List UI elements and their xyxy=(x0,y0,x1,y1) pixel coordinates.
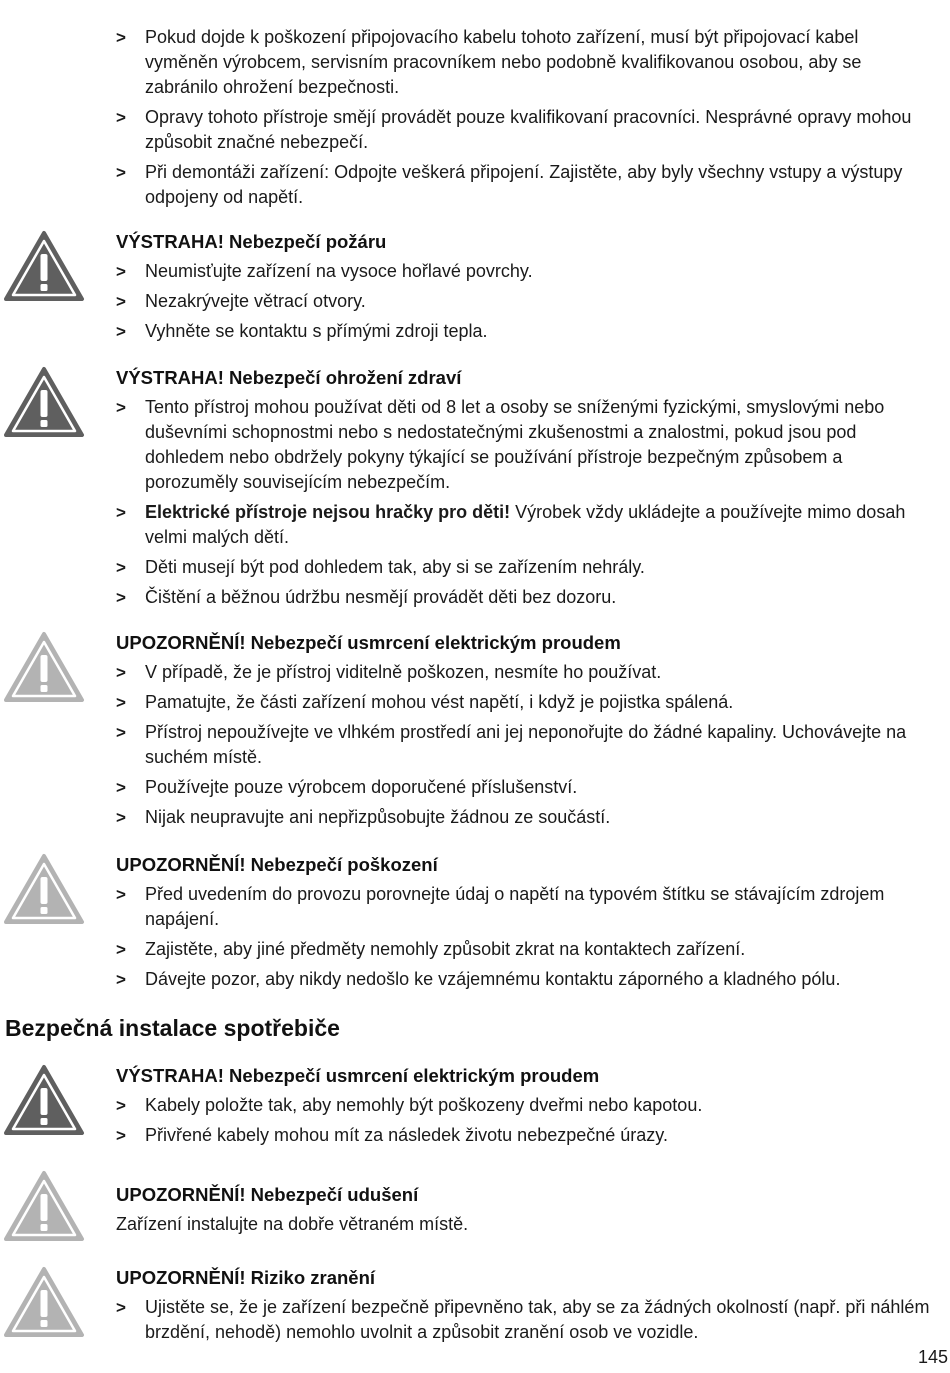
list-item xyxy=(116,500,936,550)
list-item: > Při demontáži zařízení: Odpojte veškerá připojení. Zajistěte, aby byly všechny vstupy a výstupy odpojeny od napětí. xyxy=(116,160,936,210)
list-item: > V případě, že je přístroj viditelně poškozen, nesmíte ho používat. xyxy=(116,660,936,685)
list-item: > Nijak neupravujte ani nepřizpůsobujte žádnou ze součástí. xyxy=(116,805,936,830)
emphasis-text: Elektrické přístroje nejsou hračky pro děti! xyxy=(145,502,511,522)
list-item: > Používejte pouze výrobcem doporučené příslušenství. xyxy=(116,775,936,800)
list-item: > Děti musejí být pod dohledem tak, aby si se zařízením nehrály. xyxy=(116,555,936,580)
list-item: > Pamatujte, že části zařízení mohou vést napětí, i když je pojistka spálená. xyxy=(116,690,936,715)
caution-injury-title: UPOZORNĚNÍ! Riziko zranění xyxy=(116,1267,376,1288)
list-item: > Dávejte pozor, aby nikdy nedošlo ke vzájemnému kontaktu záporného a kladného pólu. xyxy=(116,967,936,992)
list-item: > Zajistěte, aby jiné předměty nemohly způsobit zkrat na kontaktech zařízení. xyxy=(116,937,936,962)
caution-electric-title: UPOZORNĚNÍ! Nebezpečí usmrcení elektrickým proudem xyxy=(116,632,621,653)
list-item: > Tento přístroj mohou používat děti od 8 let a osoby se sníženými fyzickými, smyslovými nebo duševními schopnostmi nebo s nedostatečnými zkušenostmi a znalostmi, pokud jsou pod dohledem nebo obdržely pokyny týkající se používání přístroje bezpečným způsobem a porozuměly souvisejícím nebezpečím. xyxy=(116,395,936,495)
list-item: > Nezakrývejte větrací otvory. xyxy=(116,289,936,314)
list-item: > Kabely položte tak, aby nemohly být poškozeny dveřmi nebo kapotou. xyxy=(116,1093,936,1118)
list-item: > Přivřené kabely mohou mít za následek životu nebezpečné úrazy. xyxy=(116,1123,936,1148)
warning-health-block xyxy=(116,366,936,615)
list-item: > Čištění a běžnou údržbu nesmějí provádět děti bez dozoru. xyxy=(116,585,936,610)
caution-triangle-icon xyxy=(3,631,85,703)
section-title: Bezpečná instalace spotřebiče xyxy=(5,1015,340,1041)
warning-fire-list xyxy=(116,259,936,344)
caution-triangle-icon xyxy=(3,1266,85,1338)
list-item: > Neumisťujte zařízení na vysoce hořlavé povrchy. xyxy=(116,259,936,284)
list-item: > Vyhněte se kontaktu s přímými zdroji tepla. xyxy=(116,319,936,344)
warning-install-block xyxy=(116,1064,936,1153)
caution-electric-block xyxy=(116,631,936,835)
caution-injury-list xyxy=(116,1295,936,1345)
warning-fire-block xyxy=(116,230,936,349)
list-item: > Opravy tohoto přístroje smějí provádět pouze kvalifikovaní pracovníci. Nesprávné opravy mohou způsobit značné nebezpečí. xyxy=(116,105,936,155)
caution-suffocation-title: UPOZORNĚNÍ! Nebezpečí udušení xyxy=(116,1184,419,1205)
list-item: > Přístroj nepoužívejte ve vlhkém prostředí ani jej neponořujte do žádné kapaliny. Uchovávejte na suchém místě. xyxy=(116,720,936,770)
caution-suffocation-block xyxy=(116,1183,936,1237)
list-item-text: Výrobek vždy ukládejte a používejte mimo dosah velmi malých dětí. xyxy=(145,502,906,547)
list-item: > Před uvedením do provozu porovnejte údaj o napětí na typovém štítku se stávajícím zdrojem napájení. xyxy=(116,882,936,932)
intro-list xyxy=(116,25,936,210)
page-number: 145 xyxy=(917,1347,948,1367)
caution-triangle-icon xyxy=(3,1170,85,1242)
warning-fire-title: VÝSTRAHA! Nebezpečí požáru xyxy=(116,231,387,252)
intro-list-block xyxy=(116,25,936,215)
caution-triangle-icon xyxy=(3,853,85,925)
warning-triangle-icon xyxy=(3,366,85,438)
caution-damage-block xyxy=(116,853,936,997)
caution-damage-title: UPOZORNĚNÍ! Nebezpečí poškození xyxy=(116,854,438,875)
caution-suffocation-text: Zařízení instalujte na dobře větraném místě. xyxy=(116,1214,469,1234)
warning-triangle-icon xyxy=(3,1064,85,1136)
warning-triangle-icon xyxy=(3,230,85,302)
caution-electric-list xyxy=(116,660,936,830)
warning-install-list xyxy=(116,1093,936,1148)
warning-install-title: VÝSTRAHA! Nebezpečí usmrcení elektrickým proudem xyxy=(116,1065,600,1086)
warning-health-title: VÝSTRAHA! Nebezpečí ohrožení zdraví xyxy=(116,367,462,388)
caution-damage-list xyxy=(116,882,936,992)
list-item: > Ujistěte se, že je zařízení bezpečně připevněno tak, aby se za žádných okolností (např. při náhlém brzdění, nehodě) nemohlo uvolnit a způsobit zranění osob ve vozidle. xyxy=(116,1295,936,1345)
list-item: > Pokud dojde k poškození připojovacího kabelu tohoto zařízení, musí být připojovací kabel vyměněn výrobcem, servisním pracovníkem nebo podobně kvalifikovanou osobou, aby se zabránilo ohrožení bezpečnosti. xyxy=(116,25,936,100)
warning-health-list xyxy=(116,395,936,610)
caution-injury-block xyxy=(116,1266,936,1350)
